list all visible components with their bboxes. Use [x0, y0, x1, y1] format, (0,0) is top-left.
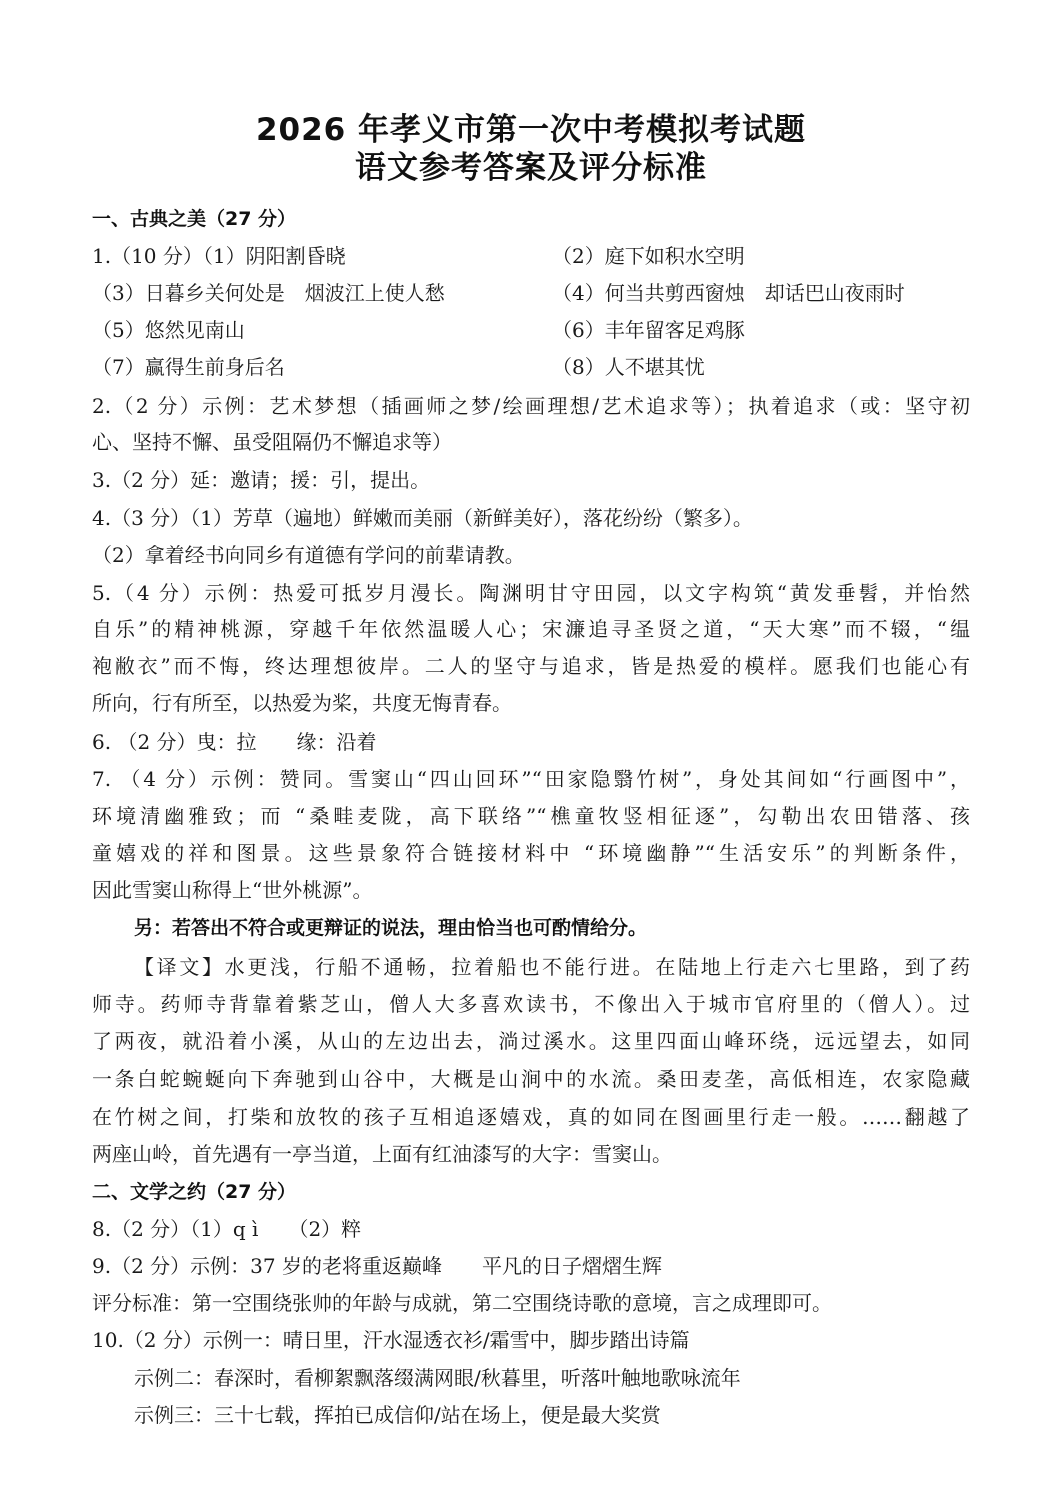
q1-answer-5: （5）悠然见南山 [92, 318, 245, 342]
q1-answer-1: 1.（10 分）（1）阴阳割昏晓 [92, 244, 346, 268]
q2-answer-line-1: 2.（2 分）示例：艺术梦想（插画师之梦/绘画理想/艺术追求等）；执着追求（或：坚守初 [92, 394, 970, 418]
q4-answer-line-1: 4.（3 分）（1）芳草（遍地）鲜嫩而美丽（新鲜美好），落花纷纷（繁多）。 [92, 506, 753, 530]
translation-line-4: 一条白蛇蜿蜒向下奔驰到山谷中，大概是山涧中的水流。桑田麦垄，高低相连，农家隐藏 [92, 1067, 970, 1091]
q1-answer-6: （6）丰年留客足鸡豚 [552, 318, 745, 342]
q7-answer-line-3: 童嬉戏的祥和图景。这些景象符合链接材料中 “环境幽静”“生活安乐”的判断条件， [92, 841, 970, 865]
q7-answer-line-2: 环境清幽雅致；而 “桑畦麦陇，高下联络”“樵童牧竖相征逐”，勾勒出农田错落、孩 [92, 804, 970, 828]
section-heading-2: 二、文学之约（27 分） [92, 1181, 297, 1203]
section-heading-1: 一、古典之美（27 分） [92, 208, 297, 230]
q8-answer: 8.（2 分）（1）q ì （2）粹 [92, 1217, 362, 1241]
q3-answer: 3.（2 分）延：邀请；援：引，提出。 [92, 468, 431, 492]
q7-answer-line-4: 因此雪窦山称得上“世外桃源”。 [92, 878, 373, 902]
q4-answer-line-2: （2）拿着经书向同乡有道德有学问的前辈请教。 [92, 543, 525, 567]
q10-example-2: 示例二：春深时，看柳絮飘落缀满网眼/秋暮里，听落叶触地歌咏流年 [134, 1366, 741, 1390]
q1-answer-7: （7）赢得生前身后名 [92, 355, 285, 379]
translation-line-5: 在竹树之间，打柴和放牧的孩子互相追逐嬉戏，真的如同在图画里行走一般。……翻越了 [92, 1105, 970, 1129]
q5-answer-line-3: 袍敝衣”而不悔，终达理想彼岸。二人的坚守与追求，皆是热爱的模样。愿我们也能心有 [92, 654, 970, 678]
translation-line-6: 两座山岭，首先遇有一亭当道，上面有红油漆写的大字：雪窦山。 [92, 1142, 672, 1166]
q1-answer-4: （4）何当共剪西窗烛 却话巴山夜雨时 [552, 281, 905, 305]
q7-scoring-note: 另：若答出不符合或更辩证的说法，理由恰当也可酌情给分。 [134, 917, 648, 939]
q1-answer-3: （3）日暮乡关何处是 烟波江上使人愁 [92, 281, 445, 305]
q1-answer-2: （2）庭下如积水空明 [552, 244, 745, 268]
q7-answer-line-1: 7. （4 分）示例：赞同。雪窦山“四山回环”“田家隐翳竹树”，身处其间如“行画图中”， [92, 767, 970, 791]
q5-answer-line-4: 所向，行有所至，以热爱为桨，共度无悔青春。 [92, 691, 512, 715]
q10-example-1: 10.（2 分）示例一：晴日里，汗水湿透衣衫/霜雪中，脚步踏出诗篇 [92, 1328, 690, 1352]
q5-answer-line-1: 5.（4 分）示例：热爱可抵岁月漫长。陶渊明甘守田园，以文字构筑“黄发垂髫，并怡然 [92, 581, 970, 605]
q2-answer-line-2: 心、坚持不懈、虽受阻隔仍不懈追求等） [92, 430, 452, 454]
translation-line-1: 【译文】水更浅，行船不通畅，拉着船也不能行进。在陆地上行走六七里路，到了药 [134, 955, 970, 979]
q5-answer-line-2: 自乐”的精神桃源，穿越千年依然温暖人心；宋濂追寻圣贤之道，“天大寒”而不辍，“缊 [92, 617, 970, 641]
q1-answer-8: （8）人不堪其忧 [552, 355, 705, 379]
page-title: 2026 年孝义市第一次中考模拟考试题 [255, 112, 807, 148]
translation-line-2: 师寺。药师寺背靠着紫芝山，僧人大多喜欢读书，不像出入于城市官府里的（僧人）。过 [92, 992, 970, 1016]
page-subtitle: 语文参考答案及评分标准 [355, 150, 707, 186]
q9-answer: 9.（2 分）示例：37 岁的老将重返巅峰 平凡的日子熠熠生辉 [92, 1254, 662, 1278]
q6-answer: 6. （2 分）曳：拉 缘：沿着 [92, 730, 377, 754]
q9-scoring-standard: 评分标准：第一空围绕张帅的年龄与成就，第二空围绕诗歌的意境，言之成理即可。 [92, 1291, 832, 1315]
translation-line-3: 了两夜，就沿着小溪，从山的左边出去，淌过溪水。这里四面山峰环绕，远远望去，如同 [92, 1029, 970, 1053]
q10-example-3: 示例三：三十七载，挥拍已成信仰/站在场上，便是最大奖赏 [134, 1403, 661, 1427]
